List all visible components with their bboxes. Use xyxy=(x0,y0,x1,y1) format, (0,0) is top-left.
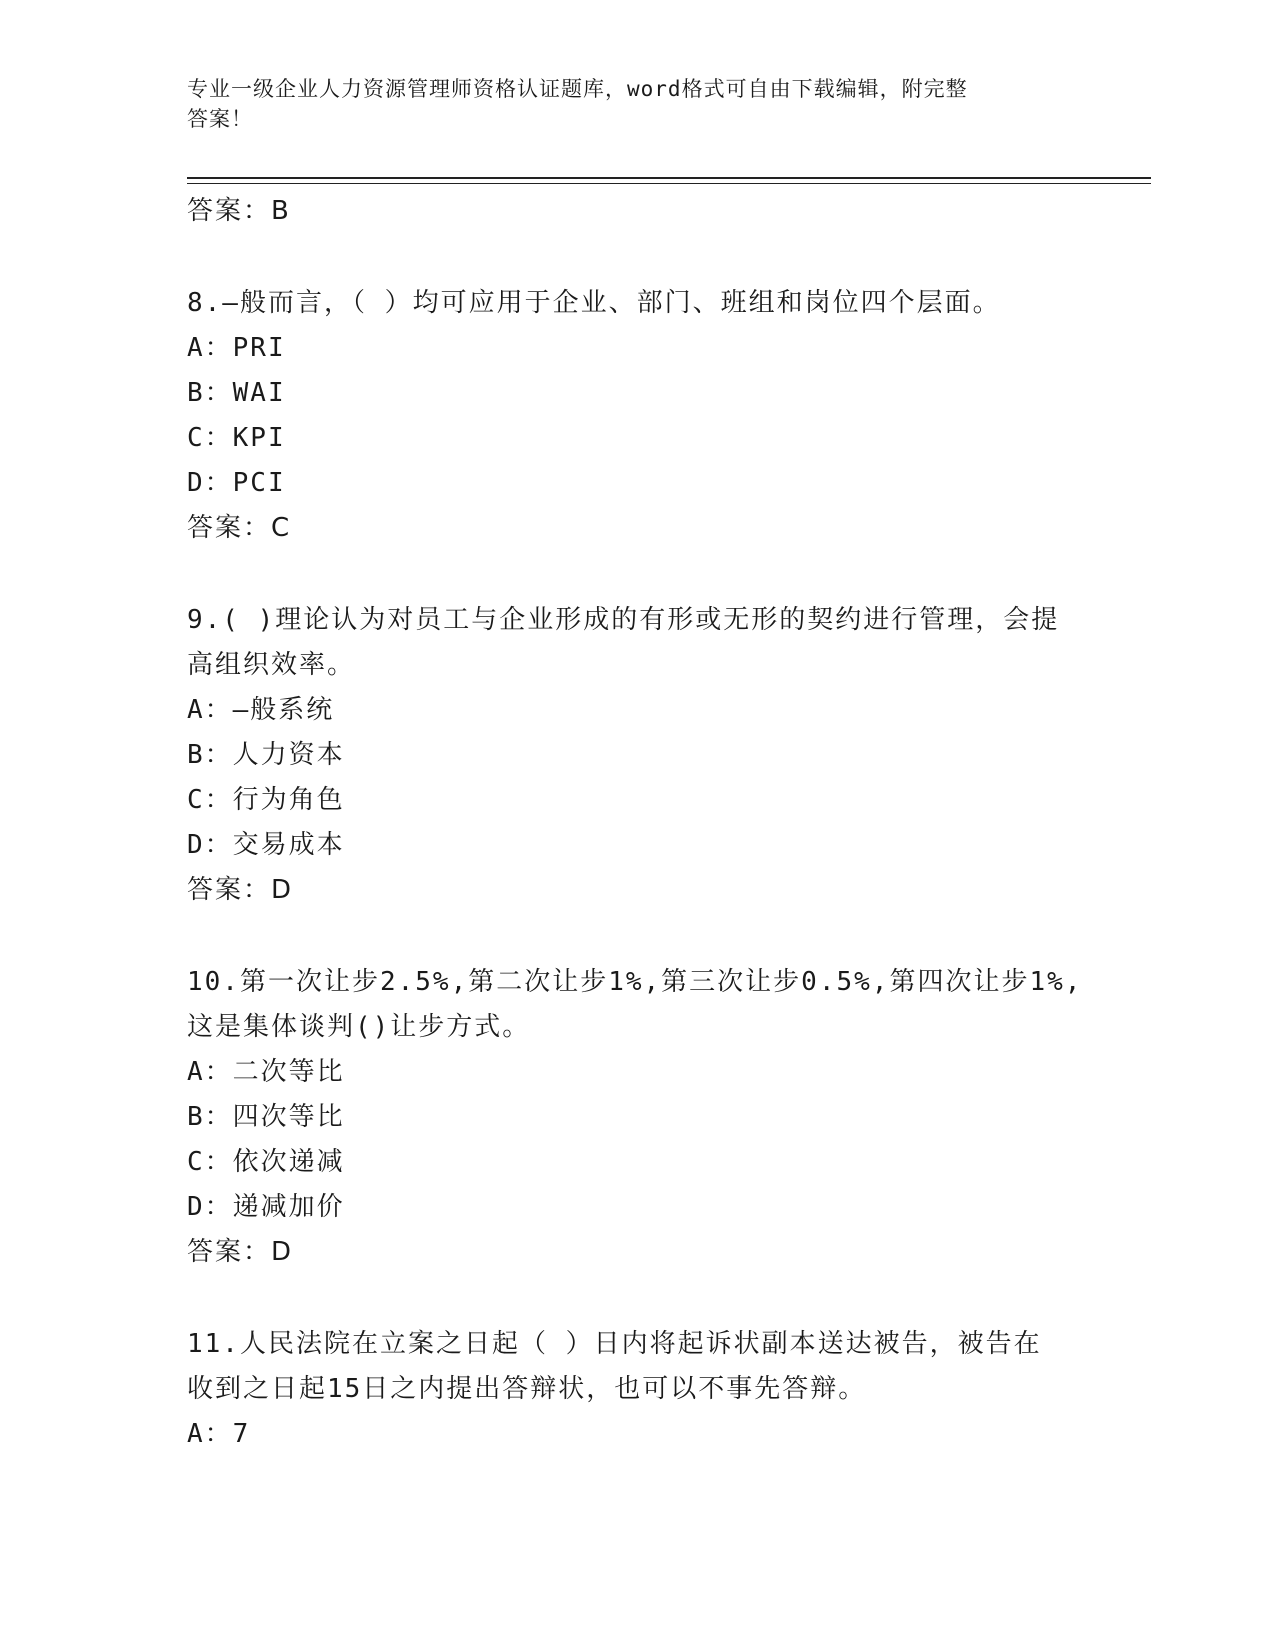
header-divider-thin xyxy=(187,183,1151,184)
question-text: 11.人民法院在立案之日起（ ）日内将起诉状副本送达被告，被告在 xyxy=(187,1329,1042,1359)
option-a: A：—般系统 xyxy=(187,695,335,725)
question-text: 8.—般而言，（ ）均可应用于企业、部门、班组和岗位四个层面。 xyxy=(187,288,1001,318)
spacer xyxy=(187,912,1087,960)
header-divider-thick xyxy=(187,177,1151,179)
spacer xyxy=(187,233,1087,281)
question-list xyxy=(187,189,1087,1457)
question-11 xyxy=(187,1322,1087,1457)
question-text: 10.第一次让步2.5%,第二次让步1%,第三次让步0.5%,第四次让步1%, xyxy=(187,967,1083,997)
answer: 答案：D xyxy=(187,1237,294,1267)
answer: 答案：C xyxy=(187,513,292,543)
answer: 答案：D xyxy=(187,875,294,905)
question-text: 9.( )理论认为对员工与企业形成的有形或无形的契约进行管理，会提 xyxy=(187,605,1060,635)
option-b: B：人力资本 xyxy=(187,740,345,770)
option-b: B：WAI xyxy=(187,378,286,408)
spacer xyxy=(187,550,1087,598)
header-line-2: 答案！ xyxy=(187,107,253,131)
option-d: D：递减加价 xyxy=(187,1192,345,1222)
option-a: A：7 xyxy=(187,1419,251,1449)
question-8 xyxy=(187,281,1087,550)
option-a: A：PRI xyxy=(187,333,286,363)
option-c: C：行为角色 xyxy=(187,785,345,815)
spacer xyxy=(187,1274,1087,1322)
question-text-cont: 这是集体谈判()让步方式。 xyxy=(187,1012,531,1042)
option-d: D：交易成本 xyxy=(187,830,345,860)
question-text-cont: 收到之日起15日之内提出答辩状，也可以不事先答辩。 xyxy=(187,1374,867,1404)
option-b: B：四次等比 xyxy=(187,1102,345,1132)
header-line-1: 专业一级企业人力资源管理师资格认证题库，word格式可自由下载编辑，附完整 xyxy=(187,77,968,101)
previous-answer: 答案：B xyxy=(187,196,291,226)
option-c: C：依次递减 xyxy=(187,1147,345,1177)
question-10 xyxy=(187,960,1087,1274)
option-d: D：PCI xyxy=(187,468,286,498)
option-c: C：KPI xyxy=(187,423,286,453)
document-header xyxy=(187,74,1067,134)
question-9 xyxy=(187,598,1087,912)
option-a: A：二次等比 xyxy=(187,1057,345,1087)
question-text-cont: 高组织效率。 xyxy=(187,650,356,680)
